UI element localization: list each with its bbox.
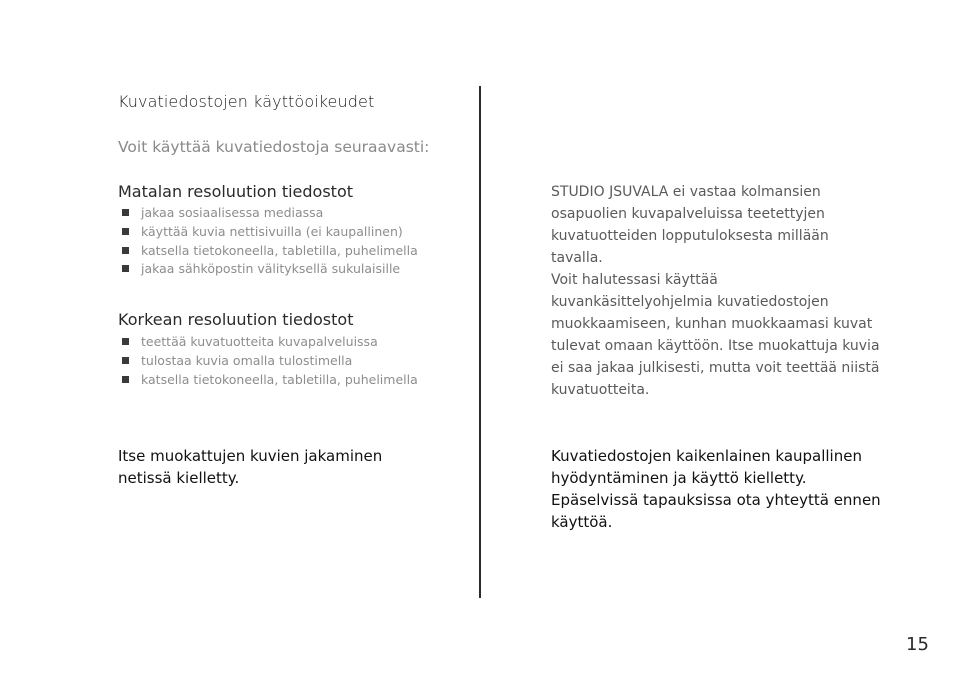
bullet-square-icon bbox=[122, 247, 129, 254]
page-title: Kuvatiedostojen käyttöoikeudet bbox=[118, 92, 375, 111]
sharing-prohibited-note: Itse muokattujen kuvien jakaminen netissä kielletty. bbox=[118, 447, 383, 487]
list-item bbox=[118, 352, 418, 371]
list-item bbox=[118, 371, 418, 390]
list-item-label: käyttää kuvia nettisivuilla (ei kaupallinen) bbox=[141, 223, 403, 239]
list-item bbox=[118, 242, 418, 261]
bullet-square-icon bbox=[122, 376, 129, 383]
editing-paragraph: Voit halutessasi käyttää kuvankäsittelyohjelmia kuvatiedostojen muokkaamiseen, kunhan muokkaamasi kuvat tulevat omaan käyttöön. Itse muokattuja kuvia ei saa jakaa julkisesti, mutta voit teettää niistä kuvatuotteita. bbox=[551, 272, 880, 398]
low-res-heading: Matalan resoluution tiedostot bbox=[118, 182, 353, 201]
list-item bbox=[118, 260, 418, 279]
commercial-use-prohibited-note: Kuvatiedostojen kaikenlainen kaupallinen hyödyntäminen ja käyttö kielletty. Epäselvissä tapauksissa ota yhteyttä ennen käyttöä. bbox=[551, 447, 881, 531]
low-res-section bbox=[118, 182, 418, 279]
high-res-section bbox=[118, 310, 418, 389]
high-res-heading: Korkean resoluution tiedostot bbox=[118, 310, 354, 329]
list-item-label: teettää kuvatuotteita kuvapalveluissa bbox=[141, 334, 378, 349]
page-number: 15 bbox=[906, 634, 929, 655]
list-item-label: jakaa sosiaalisessa mediassa bbox=[141, 205, 324, 220]
list-item bbox=[118, 333, 418, 352]
disclaimer-paragraph: STUDIO JSUVALA ei vastaa kolmansien osapuolien kuvapalveluissa teetettyjen kuvatuotteiden lopputuloksesta millään tavalla. bbox=[551, 184, 829, 266]
list-item bbox=[118, 223, 418, 242]
list-item bbox=[118, 204, 418, 223]
list-item-label: katsella tietokoneella, tabletilla, puhelimella bbox=[141, 371, 418, 387]
list-item-label: katsella tietokoneella, tabletilla, puhelimella bbox=[141, 242, 418, 258]
bullet-square-icon bbox=[122, 357, 129, 364]
bullet-square-icon bbox=[122, 209, 129, 216]
vertical-divider bbox=[479, 86, 481, 598]
list-item-label: jakaa sähköpostin välityksellä sukulaisille bbox=[141, 261, 401, 277]
bullet-square-icon bbox=[122, 338, 129, 345]
list-item-label: tulostaa kuvia omalla tulostimella bbox=[141, 352, 353, 368]
bullet-square-icon bbox=[122, 265, 129, 272]
low-res-list bbox=[118, 204, 418, 279]
intro-text: Voit käyttää kuvatiedostoja seuraavasti: bbox=[118, 138, 430, 156]
high-res-list bbox=[118, 333, 418, 389]
bullet-square-icon bbox=[122, 228, 129, 235]
